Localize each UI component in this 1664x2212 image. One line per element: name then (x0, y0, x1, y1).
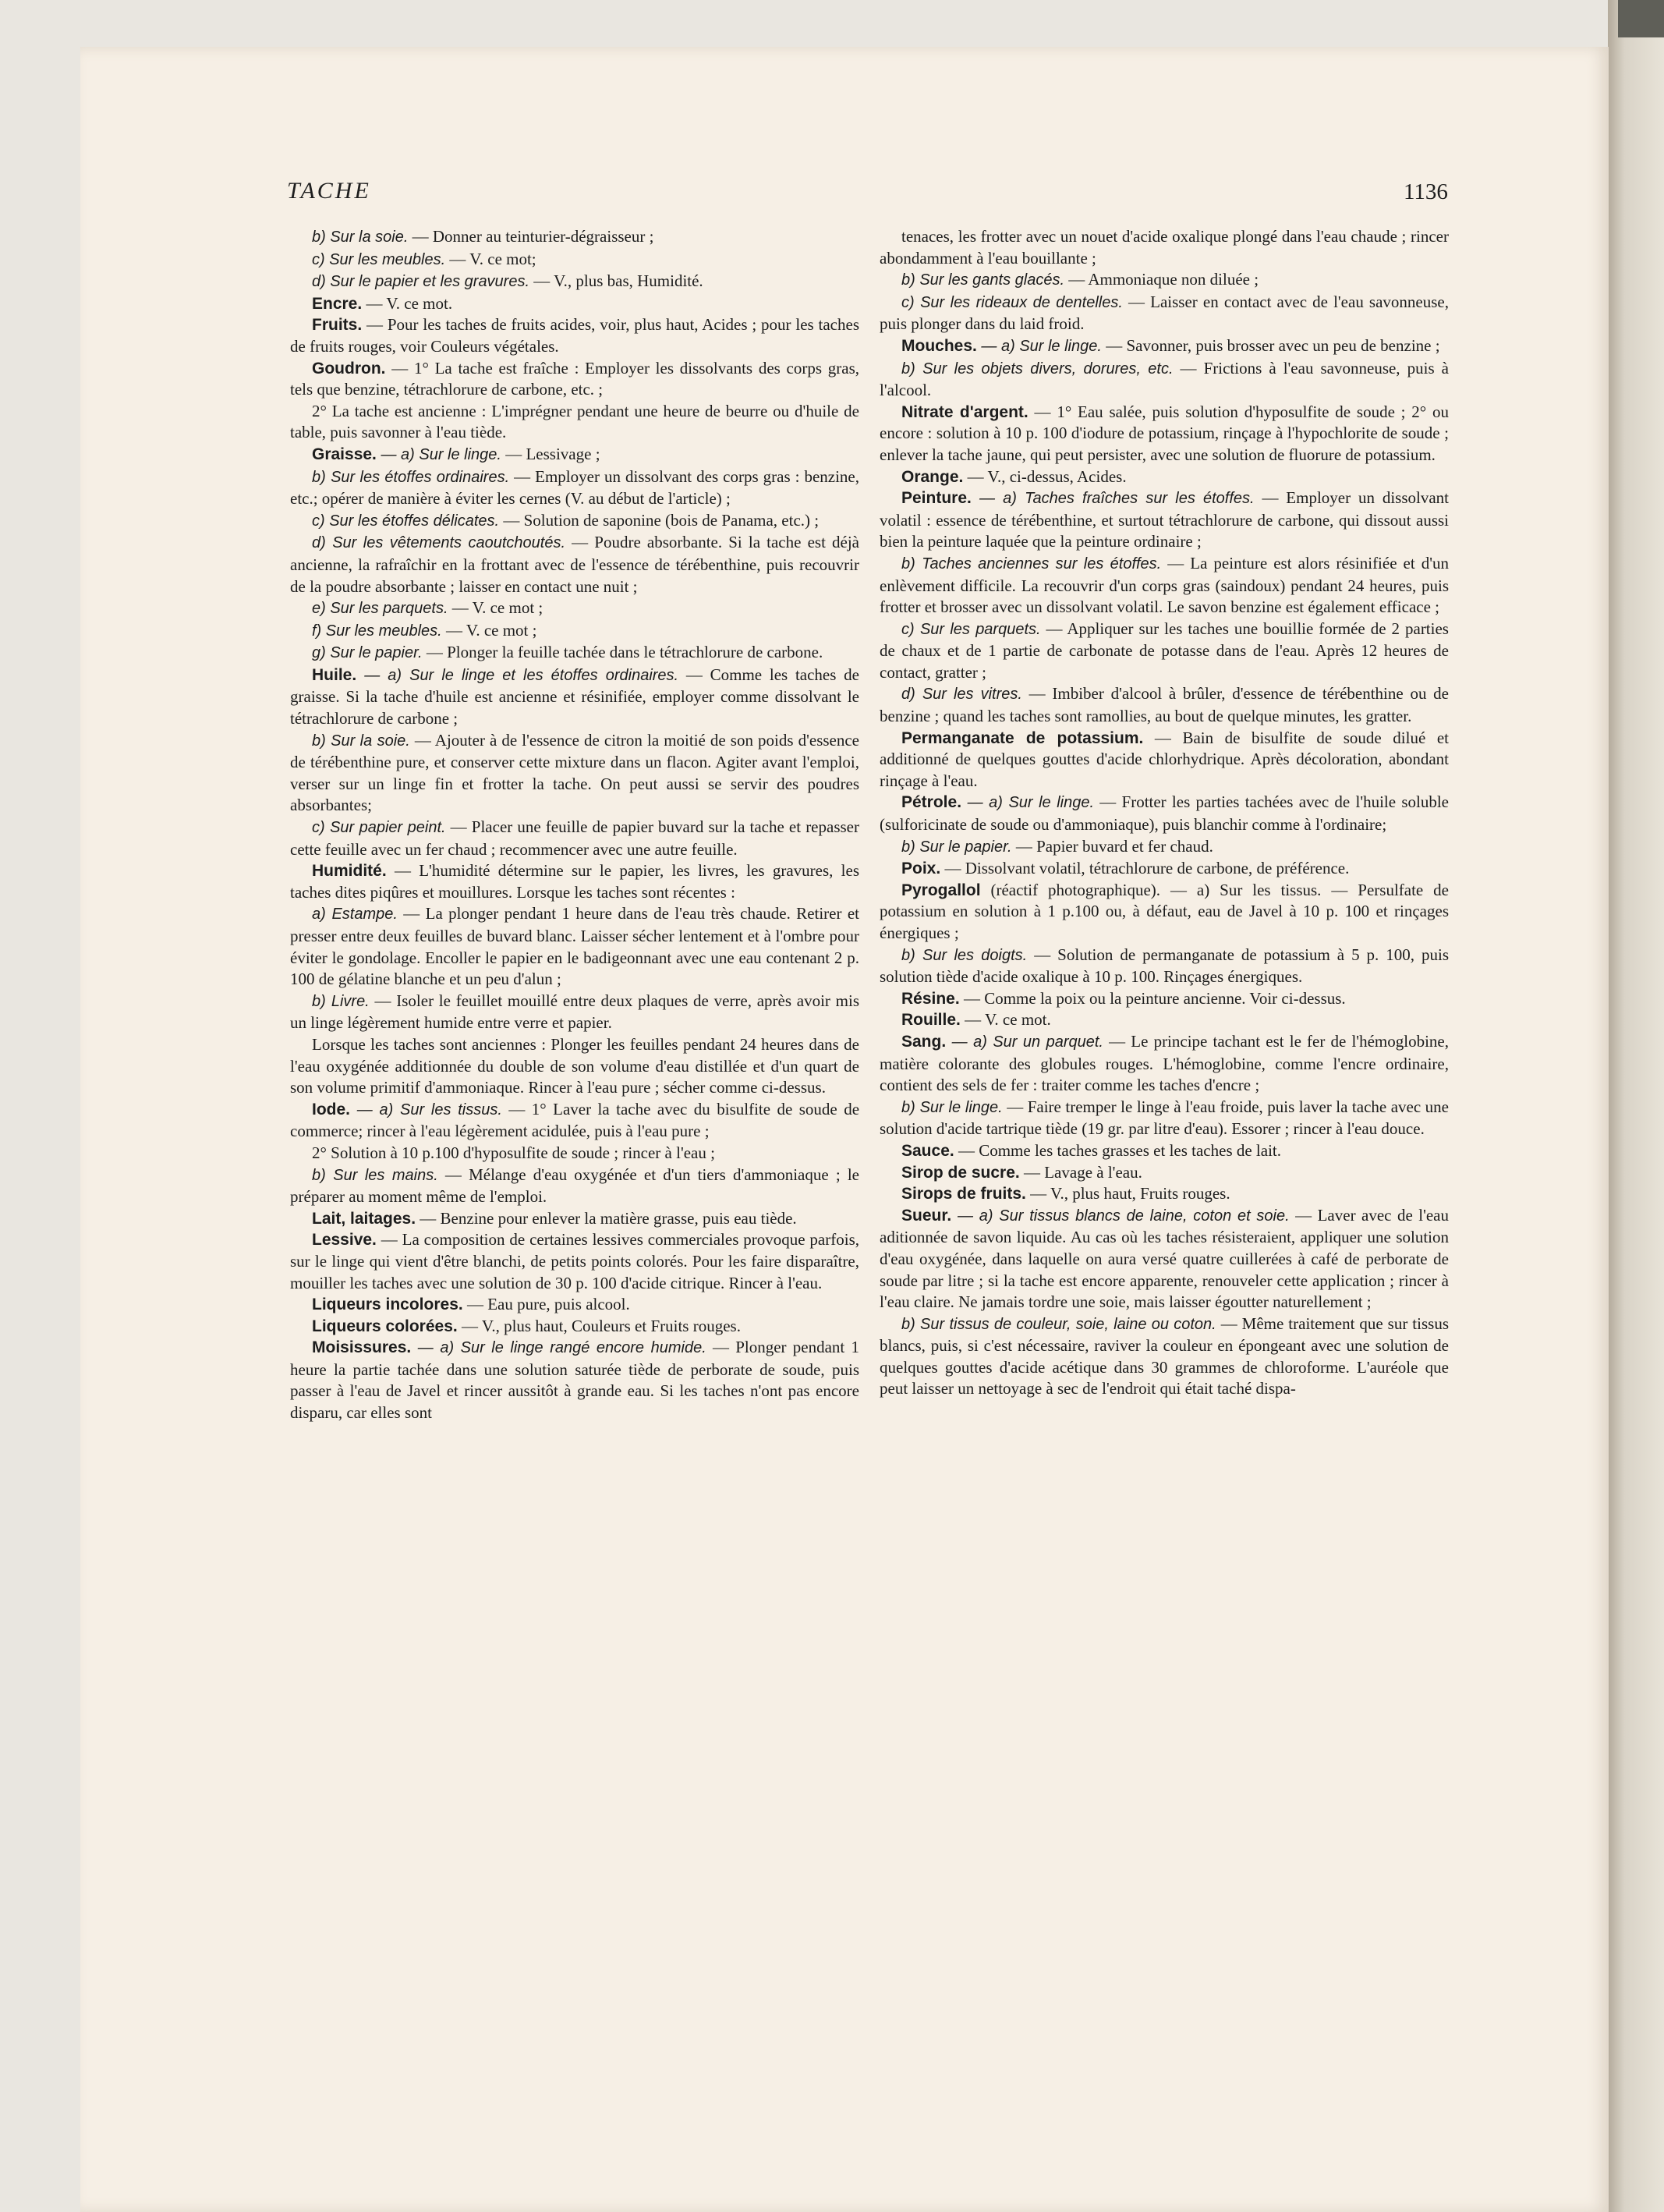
entry-headword: Graisse. (312, 445, 377, 463)
entry-headword: Fruits. (312, 316, 363, 335)
entry-text: — Mélange d'eau oxygénée et d'un tiers d'ammoniaque ; le préparer au moment même de l'emploi. (290, 1164, 859, 1207)
entry-subheading: b) Livre. (312, 992, 370, 1010)
entry-text: — Solution de permanganate de potassium à 5 p. 100, puis solution tiède d'acide oxalique à 10 p. 100. Rinçages énergiques. (880, 945, 1449, 987)
entry-subheading: c) Sur les parquets. (901, 620, 1041, 638)
entry-headword: Poix. (901, 860, 941, 878)
next-page-edge (1608, 0, 1664, 2212)
entry-headword: Goudron. (312, 359, 386, 378)
entry-text: — Isoler le feuillet mouillé entre deux plaques de verre, après avoir mis un linge légèrement humide entre verre et papier. (290, 991, 859, 1033)
entry-headword: Moisissures. (312, 1338, 412, 1357)
dictionary-entry (880, 728, 1449, 792)
entry-subheading: — a) Sur le linge rangé encore humide. (411, 1339, 706, 1357)
dictionary-entry (880, 1162, 1449, 1184)
dictionary-entry (290, 597, 859, 620)
entry-subheading: c) Sur les meubles. (312, 250, 446, 268)
entry-text: — Laisser en contact avec de l'eau savonneuse, puis plonger dans du laid froid. (880, 292, 1449, 334)
dictionary-entry (290, 620, 859, 643)
dictionary-entry (880, 358, 1449, 402)
entry-subheading: b) Sur les objets divers, dorures, etc. (901, 360, 1174, 378)
dictionary-entry (880, 1031, 1449, 1097)
dictionary-entry (880, 880, 1449, 945)
entry-subheading: c) Sur les étoffes délicates. (312, 512, 500, 530)
entry-text: 2° La tache est ancienne : L'imprégner pendant une heure de beurre ou d'huile de table, puis savonner à l'eau tiède. (290, 401, 859, 442)
dictionary-entry (880, 858, 1449, 880)
entry-subheading: — a) Sur le linge. (376, 445, 501, 463)
entry-text: — Le principe tachant est le fer de l'hémoglobine, matière colorante des globules rouges. L'hémoglobine, comme l'encre ordinaire, contient des sels de fer : traiter comme les taches d'encre ; (880, 1031, 1449, 1095)
dictionary-entry (880, 836, 1449, 859)
dictionary-entry (880, 269, 1449, 292)
entry-subheading: c) Sur papier peint. (312, 819, 446, 837)
dictionary-entry (880, 1140, 1449, 1162)
entry-text: — Appliquer sur les taches une bouillie formée de 2 parties de chaux et de 1 partie de carbonate de potasse dans de l'eau. Après 12 heures de contact, gratter ; (880, 619, 1449, 682)
entry-text: — Employer un dissolvant volatil : essence de térébenthine, et surtout tétrachlorure de carbone, qui dissout aussi bien la peinture laquée que la peinture ordinaire ; (880, 488, 1449, 551)
dictionary-entry (880, 226, 1449, 269)
dictionary-entry (290, 226, 859, 249)
dictionary-entry (880, 487, 1449, 553)
dictionary-entry (290, 1229, 859, 1294)
entry-text: tenaces, les frotter avec un nouet d'acide oxalique plongé dans l'eau chaude ; rincer abondamment à l'eau bouillante ; (880, 227, 1449, 268)
entry-text: — Bain de bisulfite de soude dilué et additionné de quelques gouttes d'acide chlorhydrique. Après décoloration, abondant rinçage à l'eau. (880, 728, 1449, 790)
dictionary-entry (290, 1034, 859, 1099)
entry-text: — Frictions à l'eau savonneuse, puis à l'alcool. (880, 358, 1449, 400)
binding-strip (1618, 0, 1664, 37)
entry-headword: Iode. (312, 1100, 351, 1118)
entry-text: — V. ce mot; (445, 249, 536, 268)
entry-text: — La peinture est alors résinifiée et d'un enlèvement difficile. La recouvrir d'un corps gras (saindoux) pendant 24 heures, puis frotter et brosser avec un dissolvant volatil. Le savon benzine est également efficace ; (880, 553, 1449, 617)
dictionary-entry (290, 314, 859, 357)
right-column (880, 226, 1449, 1400)
entry-text: — 1° La tache est fraîche : Employer les dissolvants des corps gras, tels que benzine, tétrachlorure de carbone, etc. ; (290, 358, 859, 399)
entry-text: — V., plus haut, Couleurs et Fruits rouges. (457, 1316, 741, 1335)
dictionary-entry (290, 1316, 859, 1338)
entry-headword: Liqueurs colorées. (312, 1317, 458, 1335)
entry-headword: Sang. (901, 1032, 947, 1051)
dictionary-entry (880, 466, 1449, 488)
dictionary-entry (290, 730, 859, 817)
entry-text: — Faire tremper le linge à l'eau froide, puis laver la tache avec une solution d'acide tartrique tiède (19 gr. par litre d'eau). Essorer ; rincer à l'eau douce. (880, 1097, 1449, 1139)
entry-text: — 1° Eau salée, puis solution d'hyposulfite de soude ; 2° ou encore : solution à 10 p. 100 d'iodure de potassium, rinçage à l'hypochlorite de soude ; enlever la tache jaune, qui peut persister, avec une solution de fluorure de potassium. (880, 402, 1449, 464)
entry-text: — Comme les taches grasses et les taches de lait. (954, 1140, 1282, 1160)
entry-text: — V. ce mot. (960, 1010, 1051, 1030)
dictionary-entry (880, 1097, 1449, 1140)
dictionary-entry (880, 619, 1449, 684)
entry-text: — Papier buvard et fer chaud. (1011, 836, 1213, 856)
entry-text: — Benzine pour enlever la matière grasse, puis eau tiède. (416, 1208, 797, 1228)
entry-subheading: b) Sur les doigts. (901, 946, 1028, 964)
entry-headword: Résine. (901, 989, 960, 1008)
dictionary-entry (290, 1208, 859, 1230)
entry-headword: Lait, laitages. (312, 1209, 416, 1228)
entry-text: 2° Solution à 10 p.100 d'hyposulfite de soude ; rincer à l'eau ; (312, 1143, 715, 1162)
entry-text: — V., plus bas, Humidité. (529, 271, 703, 291)
entry-headword: Sueur. (901, 1206, 952, 1225)
entry-text: — V., ci-dessus, Acides. (963, 466, 1127, 486)
entry-subheading: b) Sur les gants glacés. (901, 271, 1064, 289)
dictionary-entry (290, 817, 859, 860)
dictionary-entry (290, 444, 859, 466)
entry-headword: Encre. (312, 294, 363, 313)
entry-text: — Imbiber d'alcool à brûler, d'essence de térébenthine ou de benzine ; quand les taches sont ramollies, au bout de quelque minutes, les gratter. (880, 684, 1449, 726)
dictionary-entry (880, 292, 1449, 335)
dictionary-entry (880, 945, 1449, 988)
dictionary-entry (290, 358, 859, 401)
entry-headword: Pyrogallol (901, 881, 981, 899)
dictionary-entry (880, 988, 1449, 1010)
entry-subheading: — a) Sur le linge. (961, 794, 1095, 812)
entry-headword: Huile. (312, 665, 357, 684)
entry-headword: Rouille. (901, 1011, 961, 1030)
dictionary-entry (290, 1294, 859, 1316)
entry-subheading: d) Sur les vêtements caoutchoutés. (312, 534, 566, 552)
entry-text: — La composition de certaines lessives commerciales provoque parfois, sur le linge qui vient d'être blanchi, de petits points colorés. Pour les faire disparaître, mouiller les taches avec une solution de 30 p. 100 d'acide citrique. Rincer à l'eau. (290, 1230, 859, 1292)
dictionary-entry (290, 249, 859, 271)
entry-subheading: b) Sur la soie. (312, 732, 410, 750)
entry-subheading: — a) Sur tissus blancs de laine, coton et soie. (951, 1207, 1290, 1225)
dictionary-entry (290, 1099, 859, 1143)
dictionary-entry (290, 1143, 859, 1164)
dictionary-entry (880, 335, 1449, 358)
entry-subheading: e) Sur les parquets. (312, 600, 448, 618)
entry-text: — V. ce mot. (362, 293, 453, 313)
entry-text: — Poudre absorbante. Si la tache est déjà ancienne, la rafraîchir en la frottant avec de l'essence de térébenthine, puis recouvrir de la poudre absorbante ; laisser en contact une nuit ; (290, 533, 860, 596)
dictionary-entry (880, 1205, 1449, 1313)
dictionary-entry (290, 642, 859, 665)
entry-headword: Orange. (901, 467, 964, 486)
entry-headword: Sauce. (901, 1141, 954, 1160)
entry-text: — Plonger la feuille tachée dans le tétrachlorure de carbone. (422, 643, 823, 662)
entry-subheading: — a) Sur le linge et les étoffes ordinaires. (356, 666, 679, 684)
dictionary-entry (290, 271, 859, 293)
dictionary-entry (290, 991, 859, 1034)
entry-text: — Lessivage ; (501, 444, 600, 463)
entry-text: — Ajouter à de l'essence de citron la moitié de son poids d'essence de térébenthine pure, et conserver cette mixture dans un flacon. Agiter avant l'emploi, verser sur un linge fin et frotter la tache. On peut aussi se servir des poudres absorbantes; (290, 730, 859, 815)
entry-subheading: d) Sur les vitres. (901, 686, 1022, 704)
entry-text: — Savonner, puis brosser avec un peu de benzine ; (1101, 335, 1440, 355)
entry-text: (réactif photographique). — a) Sur les tissus. — Persulfate de potassium en solution à 1 p.100 ou, à défaut, eau de Javel à 10 p. 100 et rinçages énergiques ; (880, 880, 1449, 942)
entry-text: — Dissolvant volatil, tétrachlorure de carbone, de préférence. (940, 859, 1350, 878)
entry-text: — L'humidité détermine sur le papier, les livres, les gravures, les taches dites piqûres et mouillures. Lorsque les taches sont récentes : (290, 861, 859, 902)
entry-headword: Permanganate de potassium. (901, 728, 1144, 747)
entry-subheading: — a) Taches fraîches sur les étoffes. (971, 490, 1255, 508)
entry-subheading: g) Sur le papier. (312, 644, 423, 662)
dictionary-entry (290, 401, 859, 444)
dictionary-entry (290, 1164, 859, 1208)
dictionary-entry (290, 665, 859, 730)
entry-subheading: b) Sur la soie. (312, 229, 409, 246)
entry-text: — Plonger pendant 1 heure la partie tachée dans une solution saturée tiède de perborate de soude, puis passer à l'eau de Javel et rincer aussitôt à grande eau. Si les taches n'ont pas encore disparu, car elles sont (290, 1338, 859, 1423)
entry-headword: Sirop de sucre. (901, 1163, 1020, 1182)
entry-headword: Sirops de fruits. (901, 1185, 1026, 1203)
entry-text: — Eau pure, puis alcool. (462, 1295, 630, 1314)
running-head: TACHE (287, 178, 371, 204)
entry-subheading: b) Taches anciennes sur les étoffes. (901, 555, 1162, 572)
entry-text: — La plonger pendant 1 heure dans de l'eau très chaude. Retirer et presser entre deux feuilles de buvard blanc. Laisser sécher lentement et à l'ombre pour éviter le gondolage. Encoller le papier en le badigeonnant avec une eau contenant 2 p. 100 de gélatine blanche et un peu d'alun ; (290, 904, 859, 989)
entry-subheading: — a) Sur un parquet. (946, 1033, 1103, 1051)
entry-headword: Humidité. (312, 862, 387, 881)
dictionary-entry (880, 402, 1449, 466)
entry-text: — Solution de saponine (bois de Panama, etc.) ; (499, 510, 820, 530)
entry-subheading: b) Sur tissus de couleur, soie, laine ou coton. (901, 1315, 1216, 1333)
entry-text: — Lavage à l'eau. (1019, 1162, 1142, 1182)
page-number: 1136 (1404, 179, 1448, 204)
entry-headword: Liqueurs incolores. (312, 1296, 463, 1314)
entry-text: — V. ce mot ; (441, 620, 537, 640)
dictionary-entry (880, 792, 1449, 835)
dictionary-entry (290, 860, 859, 903)
entry-subheading: f) Sur les meubles. (312, 622, 442, 640)
dictionary-entry (880, 1183, 1449, 1205)
entry-text: — Ammoniaque non diluée ; (1064, 270, 1259, 289)
entry-text: — Comme la poix ou la peinture ancienne. Voir ci-dessus. (959, 988, 1346, 1008)
entry-subheading: — a) Sur les tissus. (350, 1101, 502, 1118)
dictionary-entry (290, 293, 859, 315)
dictionary-entry (880, 553, 1449, 619)
entry-headword: Lessive. (312, 1231, 377, 1250)
left-column (290, 226, 859, 1424)
entry-text: — Frotter les parties tachées avec de l'huile soluble (sulforicinate de soude ou d'ammoniaque), puis blanchir comme à l'ordinaire; (880, 792, 1449, 835)
entry-text: — Laver avec de l'eau aditionnée de savon liquide. Au cas où les taches résisteraient, appliquer une solution d'eau oxygénée, dans laquelle on aura versé quatre cuillerées à café de perborate de soude par litre ; si la tache est encore apparente, renouveler cette application ; rincer à l'eau claire. Ne jamais tordre une soie, mais laisser égoutter naturellement ; (880, 1205, 1449, 1312)
entry-text: — Pour les taches de fruits acides, voir, plus haut, Acides ; pour les taches de fruits rouges, voir Couleurs végétales. (290, 315, 859, 356)
entry-text: — Placer une feuille de papier buvard sur la tache et repasser cette feuille avec un fer chaud ; recommencer avec une autre feuille. (290, 817, 859, 859)
entry-subheading: b) Sur le papier. (901, 838, 1012, 856)
entry-subheading: d) Sur le papier et les gravures. (312, 273, 530, 291)
entry-text: — Comme les taches de graisse. Si la tache d'huile est ancienne et résinifiée, employer comme dissolvant le tétrachlorure de carbone ; (290, 665, 860, 728)
entry-subheading: b) Sur les mains. (312, 1166, 438, 1184)
entry-text: Lorsque les taches sont anciennes : Plonger les feuilles pendant 24 heures dans de l'eau oxygénée additionnée du double de son volume d'eau distillée et d'un quart de son volume primitif d'ammoniaque. Rincer à l'eau pure ; sécher comme ci-dessus. (290, 1034, 859, 1097)
dictionary-entry (290, 510, 859, 533)
entry-subheading: b) Sur le linge. (901, 1098, 1003, 1116)
dictionary-entry (290, 466, 859, 510)
dictionary-entry (290, 1337, 859, 1423)
entry-text: — V. ce mot ; (448, 598, 543, 618)
entry-subheading: c) Sur les rideaux de dentelles. (901, 293, 1123, 311)
dictionary-entry (880, 683, 1449, 727)
entry-headword: Peinture. (901, 489, 972, 508)
entry-text: — Même traitement que sur tissus blancs, puis, si c'est nécessaire, raviver la couleur en épongeant avec une solution de quelques gouttes d'acide acétique dans 30 grammes de chloroforme. L'auréole que peut laisser un nettoyage à sec de l'endroit qui était taché dispa- (880, 1313, 1449, 1398)
entry-subheading: a) Estampe. (312, 906, 398, 923)
entry-text: — 1° Laver la tache avec du bisulfite de soude de commerce; rincer à l'eau légèrement acidulée, puis à l'eau pure ; (290, 1099, 860, 1141)
entry-subheading: — a) Sur le linge. (976, 337, 1102, 355)
dictionary-entry (290, 532, 859, 597)
entry-headword: Pétrole. (901, 793, 962, 812)
entry-text: — V., plus haut, Fruits rouges. (1025, 1184, 1230, 1203)
entry-headword: Mouches. (901, 336, 977, 355)
entry-subheading: b) Sur les étoffes ordinaires. (312, 468, 510, 486)
dictionary-entry (290, 903, 859, 990)
dictionary-entry (880, 1009, 1449, 1031)
entry-text: — Donner au teinturier-dégraisseur ; (408, 227, 654, 246)
entry-headword: Nitrate d'argent. (901, 402, 1028, 421)
dictionary-entry (880, 1313, 1449, 1400)
entry-text: — Employer un dissolvant des corps gras : benzine, etc.; opérer de manière à éviter les cernes (V. au début de l'article) ; (290, 466, 859, 509)
